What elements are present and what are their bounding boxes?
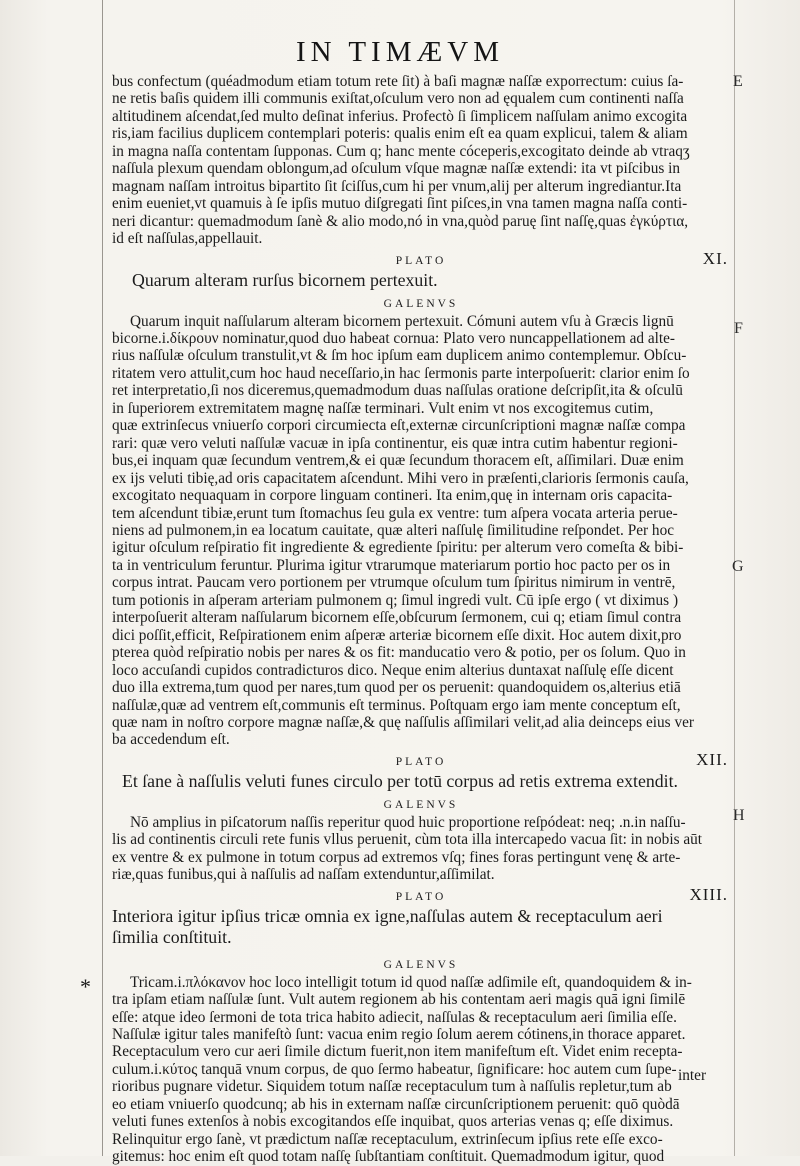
text-line: pterea quòd reſpiratio nobis per nares & os fit: manducatio vero & potio, per os ſolum. Quo in <box>112 644 686 662</box>
text-line: magnam naſſam introitus bipartito ſit ſciſſus,cum hi per vnum,alij per alterum ingrediantur.Ita <box>112 177 682 195</box>
plato-heading-xi <box>112 248 730 268</box>
text-line: ex ijs veluti tibię,ad oris capacitatem aſcendunt. Mihi vero in præſenti,clarioris ſermonis cauſa, <box>112 469 689 487</box>
section-number-xiii: XIII. <box>689 884 728 904</box>
left-margin-rule <box>102 0 103 1156</box>
text-line: excogitato nequaquam in corpore linguam contineri. Ita enim,quę in internam oris capacita- <box>112 487 673 505</box>
text-line: ex ventre & ex pulmone in totum corpus ad extremos vſq; fines foras pertingunt venę & arte- <box>112 848 681 866</box>
signature-mark-g: G <box>732 558 744 575</box>
text-line: tem aſcendunt tibiæ,erunt tum ſtomachus ſeu gula ex ventre: tum aſpera vocata arteria perue- <box>112 504 678 522</box>
text-line: id eſt naſſulas,appellauit. <box>112 230 263 248</box>
text-line: interpoſuerit alteram naſſularum bicornem eſſe,obſcurum ſermonem, cui q; etiam ſimul contra <box>112 609 682 627</box>
text-line: tra ipſam etiam naſſulæ ſunt. Vult autem regionem ab his contentam aeri magis quā igni ſimilē <box>112 991 686 1009</box>
text-line: Receptaculum vero cur aeri ſimile dictum fuerit,non item manifeſtum eſt. Videt enim recepta- <box>112 1043 683 1061</box>
marginal-asterisk: * <box>80 974 91 999</box>
text-line: Nō amplius in piſcatorum naſſis reperitur quod huic proportione reſpódeat: neq; .n.in naſſu- <box>130 813 686 831</box>
text-line: loco accuſandi cupidos contradicturos dico. Neque enim alterius duntaxat naſſulę eſſe dicent <box>112 661 674 679</box>
galenus-heading-xiii: GALENVS <box>383 958 459 971</box>
text-line: in magna naſſa contentam ſupponas. Cum q; hanc mente cóceperis,excogitato deinde ab vtraqʒ <box>112 142 690 160</box>
intro-paragraph <box>112 73 730 248</box>
text-line: Relinquitur ergo ſanè, vt prædictum naſſæ receptaculum, extrinſecum ipſius rete eſſe exco- <box>112 1130 663 1148</box>
text-line: neri dicantur: quemadmodum ſanè & alio modo,nó in vna,quòd paruę ſint naſſę,quas ἐγκύρτια, <box>112 212 689 230</box>
text-line: eſſe: atque ideo ſermoni de tota trica habito adiecit, naſſulas & receptaculum aeri ſimilia eſſe. <box>112 1008 677 1026</box>
running-header: IN TIMÆVM <box>296 36 504 68</box>
signature-mark-e: E <box>733 73 743 90</box>
section-number-xii: XII. <box>696 749 728 769</box>
plato-quote-xiii <box>112 906 730 948</box>
text-line: in ſuperiorem extremitatem magnę naſſæ terminari. Vult enim vt nos excogitemus cutim, <box>112 399 654 417</box>
plato-label: PLATO <box>395 755 447 768</box>
text-line: ba accedendum eſt. <box>112 731 230 749</box>
text-line: enim eueniet,vt quamuis à ſe ipſis mutuo diſgregati ſint piſces,in vna tamen magna naſſa conti- <box>112 195 688 213</box>
text-line: gitemus: hoc enim eſt quod totam naſſę ſubſtantiam conſtituit. Quemadmodum igitur, quod <box>112 1148 665 1166</box>
text-line: bus confectum (quéadmodum etiam totum rete ſit) à baſi magnæ naſſæ exporrectum: cuius ſa- <box>112 73 684 90</box>
main-text-block <box>112 73 730 1166</box>
text-line: rari: quæ vero veluti naſſulæ vacuæ in ipſa continentur, eis quæ intra cutim habentur regioni- <box>112 434 678 452</box>
catchword: inter <box>678 1067 707 1084</box>
galenus-commentary-xii <box>112 814 730 884</box>
text-line: naſſula plexum quendam oblongum,ad oſculum vſque magnæ naſſæ extendi: ita vt piſcibus in <box>112 160 681 178</box>
text-line: duo illa extrema,tum quod per nares,tum quod per os peruenit: quandoquidem os,alterius etiā <box>112 679 681 697</box>
signature-mark-h: H <box>733 807 745 824</box>
text-line: quæ extrinſecus vniuerſo corpori circumiecta eſt,externæ circunſcriptioni magnæ naſſæ compa <box>112 417 686 435</box>
plato-quote-xii: Et ſane à naſſulis veluti funes circulo per totū corpus ad retis extrema extendit. <box>122 770 678 791</box>
plato-label: PLATO <box>395 254 447 267</box>
text-line: niens ad pulmonem,in ea locatum cauitate, quæ alteri naſſulę ſimilitudine reſpondet. Per hoc <box>112 521 675 539</box>
text-line: ritatem vero attulit,cum hoc haud neceſſario,in hac ſermonis parte interpoſuerit: clarior enim ſo <box>112 364 690 382</box>
galenus-heading-xi: GALENVS <box>383 297 459 310</box>
text-line: eo etiam vniuerſo quodcunq; ab his in externam naſſæ circunſcriptionem peruenit: quō quòdā <box>112 1095 680 1113</box>
plato-label: PLATO <box>395 890 447 903</box>
text-line: Quarum inquit naſſularum alteram bicornem pertexuit. Cómuni autem vſu à Græcis lignū <box>130 312 674 330</box>
section-number-xi: XI. <box>702 248 728 268</box>
galenus-commentary-xi <box>112 313 730 749</box>
text-line: rius naſſulæ oſculum transtulit,vt & ſm hoc ipſum eam duplicem animo contemplemur. Obſcu- <box>112 347 687 365</box>
right-margin-rule <box>734 0 735 1156</box>
signature-mark-f: F <box>734 320 743 337</box>
text-line: rioribus pugnare videtur. Siquidem totum naſſæ receptaculum tum à naſſulis repletur,tum ab <box>112 1078 672 1096</box>
quote-line: Interiora igitur ipſius tricæ omnia ex igne,naſſulas autem & receptaculum aeri <box>112 905 663 926</box>
plato-heading-xii <box>112 749 730 769</box>
galenus-heading-xii: GALENVS <box>383 798 459 811</box>
text-line: Tricam.i.πλόκανον hoc loco intelligit totum id quod naſſæ adſimile eſt, quandoquidem & in- <box>130 973 692 991</box>
text-line: riæ,quas funibus,qui à naſſulis ad naſſam extenduntur,aſſimilat. <box>112 866 495 884</box>
plato-quote-xi: Quarum alteram rurſus bicornem pertexuit. <box>132 269 438 290</box>
text-line: bicorne.i.δίκρουν nominatur,quod duo habeat cornua: Plato vero nuncappellationem ad alte- <box>112 329 676 347</box>
text-line: corpus intrat. Paucam vero portionem per vtrumque oſculum tum ſpiritus nimirum in ventrē, <box>112 574 676 592</box>
text-line: ret interpretatio,ſi nos diceremus,quemadmodum duas naſſulas oratione deſcripſit,ita & oſculū <box>112 382 683 400</box>
galenus-commentary-xiii <box>112 974 730 1166</box>
text-line: bus,ei inquam quæ ſecundum ventrem,& ei quæ ſecundum thoracem eſt, aſſimilari. Duæ enim <box>112 452 684 470</box>
quote-line: ſimilia conſtituit. <box>112 926 232 947</box>
text-line: culum.i.κύτος tanquā vnum corpus, de quo ſermo habeatur, ſignificare: hoc autem cum ſupe- <box>112 1060 677 1078</box>
plato-heading-xiii <box>112 884 730 904</box>
text-line: igitur oſculum reſpiratio fit ingrediente & egrediente ſpiritu: per alterum vero comeſta & bibi- <box>112 539 684 557</box>
text-line: altitudinem aſcendat,ſed multo deſinat inferius. Profectò ſi ſimplicem naſſulam animo excogita <box>112 107 688 125</box>
text-line: naſſulæ,quæ ad ventrem eſt,communis eſt terminus. Poſtquam ergo iam mente conceptum eſt, <box>112 696 681 714</box>
text-line: lis ad continentis circuli rete funis vllus peruenit, cùm tota illa intercapedo vacua ſit: in nobis aūt <box>112 831 703 849</box>
text-line: quæ nam in noſtro corpore magnæ naſſæ,& quę naſſulis aſſimilari velit,ad alia deinceps eius ver <box>112 713 694 731</box>
text-line: tum potionis in aſperam arteriam pulmonem q; ſimul ingredi vult. Cū ipſe ergo ( vt diximus ) <box>112 591 679 609</box>
text-line: Naſſulæ igitur tales manifeſtò ſunt: vacua enim regio ſolum aerem cótinens,in thorace apparet. <box>112 1026 686 1044</box>
text-line: ta in ventriculum feruntur. Plurima igitur vtrarumque materiarum portio hoc pacto per os in <box>112 556 671 574</box>
text-line: ris,iam facilius duplicem contemplari poteris: qualis enim eſt ea quam explicui, talem & aliam <box>112 125 688 143</box>
text-line: dici poſſit,efficit, Reſpirationem enim aſperæ arteriæ bicornem eſſe dixit. Hoc autem dixit,pro <box>112 626 682 644</box>
text-line: ne retis baſis quidem illi communis exiſtat,oſculum vero non ad ęqualem cum continenti naſſa <box>112 90 684 108</box>
text-line: veluti funes extenſos à nobis excogitandos eſſe inquibat, quos arterias venas q; eſſe diximus. <box>112 1113 674 1131</box>
